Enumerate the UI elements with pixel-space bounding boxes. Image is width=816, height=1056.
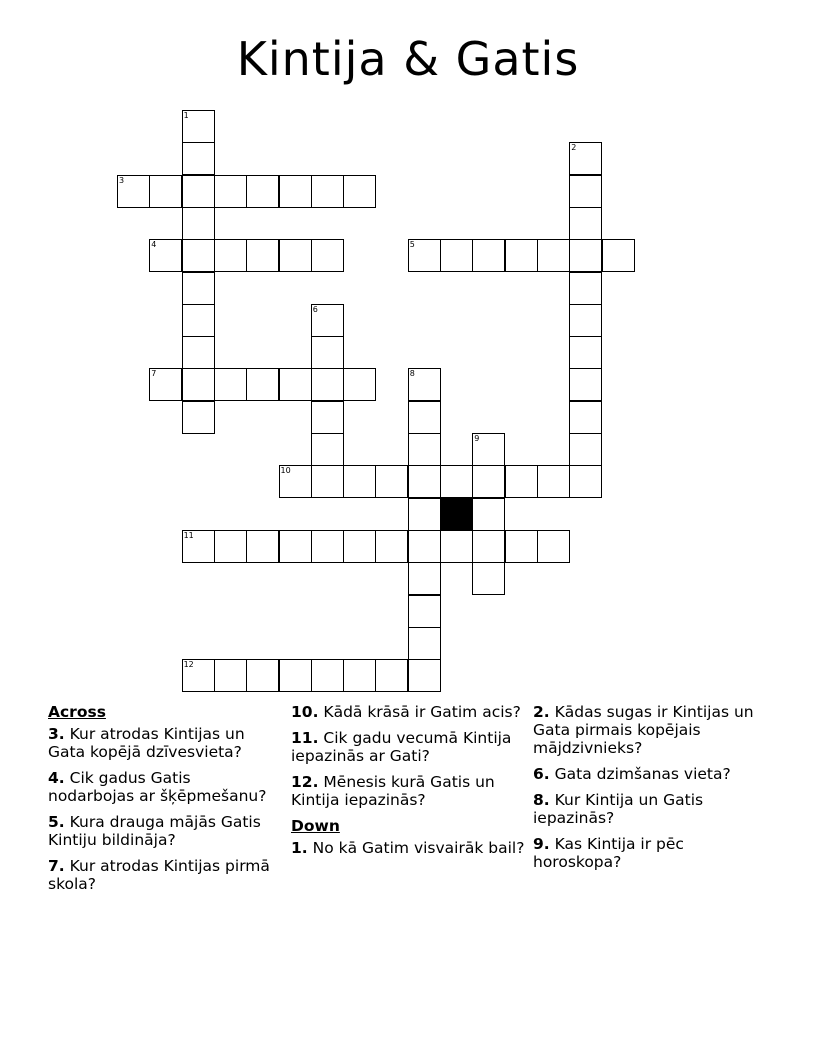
grid-cell[interactable] <box>343 175 376 208</box>
grid-cell[interactable] <box>279 659 312 692</box>
grid-cell[interactable] <box>343 530 376 563</box>
grid-cell[interactable] <box>182 207 215 240</box>
grid-cell[interactable] <box>375 659 408 692</box>
grid-cell[interactable] <box>569 272 602 305</box>
clue-down-6: 6. Gata dzimšanas vieta? <box>533 765 731 783</box>
cell-number: 12 <box>183 660 194 670</box>
clue-across-10: 10. Kādā krāsā ir Gatim acis? <box>291 703 521 721</box>
grid-cell[interactable] <box>214 175 247 208</box>
grid-cell[interactable] <box>440 530 473 563</box>
grid-cell[interactable] <box>408 401 441 434</box>
grid-cell[interactable] <box>408 498 441 531</box>
grid-cell[interactable] <box>182 304 215 337</box>
grid-cell[interactable] <box>311 659 344 692</box>
clue-across-5: 5. Kura drauga mājās Gatis Kintiju bildināja? <box>48 813 261 849</box>
grid-cell[interactable] <box>408 368 441 401</box>
grid-cell[interactable] <box>472 239 505 272</box>
grid-cell[interactable] <box>408 530 441 563</box>
grid-cell[interactable] <box>440 465 473 498</box>
grid-cell[interactable] <box>343 368 376 401</box>
grid-cell[interactable] <box>343 659 376 692</box>
grid-cell[interactable] <box>246 175 279 208</box>
grid-cell[interactable] <box>149 368 182 401</box>
grid-cell[interactable] <box>311 433 344 466</box>
grid-cell[interactable] <box>440 239 473 272</box>
cell-number: 1 <box>183 111 189 120</box>
grid-cell[interactable] <box>472 498 505 531</box>
grid-cell[interactable] <box>246 530 279 563</box>
grid-cell[interactable] <box>408 239 441 272</box>
grid-cell[interactable] <box>214 368 247 401</box>
grid-cell[interactable] <box>279 175 312 208</box>
grid-cell[interactable] <box>182 272 215 305</box>
clue-across-3: 3. Kur atrodas Kintijas un Gata kopējā dzīvesvieta? <box>48 725 245 761</box>
grid-cell[interactable] <box>182 659 215 692</box>
cell-number: 3 <box>119 175 125 185</box>
grid-cell[interactable] <box>602 239 635 272</box>
cell-number: 4 <box>151 240 157 250</box>
grid-cell[interactable] <box>408 627 441 660</box>
clues-column-1 <box>48 703 278 901</box>
grid-cell[interactable] <box>472 465 505 498</box>
grid-cell[interactable] <box>569 401 602 434</box>
grid-cell[interactable] <box>408 562 441 595</box>
grid-cell[interactable] <box>182 336 215 369</box>
grid-cell[interactable] <box>569 465 602 498</box>
cell-number: 11 <box>183 530 194 540</box>
clue-across-12: 12. Mēnesis kurā Gatis un Kintija iepazinās? <box>291 773 495 809</box>
grid-cell[interactable] <box>214 530 247 563</box>
grid-cell[interactable] <box>569 336 602 369</box>
grid-cell[interactable] <box>182 110 215 143</box>
clue-down-8: 8. Kur Kintija un Gatis iepazinās? <box>533 791 704 827</box>
grid-cell[interactable] <box>569 304 602 337</box>
grid-cell[interactable] <box>408 659 441 692</box>
grid-cell[interactable] <box>311 465 344 498</box>
cell-number: 6 <box>312 304 318 314</box>
grid-cell[interactable] <box>182 530 215 563</box>
grid-cell[interactable] <box>505 465 538 498</box>
grid-cell[interactable] <box>182 401 215 434</box>
grid-cell[interactable] <box>311 401 344 434</box>
grid-cell[interactable] <box>569 175 602 208</box>
grid-cell[interactable] <box>375 465 408 498</box>
clue-across-7: 7. Kur atrodas Kintijas pirmā skola? <box>48 857 270 893</box>
cell-number: 7 <box>151 369 157 379</box>
grid-cell[interactable] <box>311 368 344 401</box>
grid-cell[interactable] <box>569 142 602 175</box>
grid-cell[interactable] <box>214 239 247 272</box>
grid-cell[interactable] <box>246 239 279 272</box>
grid-cell[interactable] <box>182 175 215 208</box>
clue-across-11: 11. Cik gadu vecumā Kintija iepazinās ar Gati? <box>291 729 512 765</box>
grid-cell[interactable] <box>343 465 376 498</box>
grid-cell[interactable] <box>569 207 602 240</box>
grid-cell[interactable] <box>537 465 570 498</box>
grid-cell[interactable] <box>408 595 441 628</box>
grid-cell[interactable] <box>279 368 312 401</box>
across-header: Across <box>48 703 106 721</box>
clue-across-4: 4. Cik gadus Gatis nodarbojas ar šķēpmešanu? <box>48 769 267 805</box>
grid-cell[interactable] <box>149 175 182 208</box>
grid-cell[interactable] <box>279 530 312 563</box>
page-title: Kintija & Gatis <box>236 32 580 86</box>
grid-cell[interactable] <box>279 465 312 498</box>
grid-cell[interactable] <box>279 239 312 272</box>
grid-cell[interactable] <box>375 530 408 563</box>
grid-cell[interactable] <box>311 336 344 369</box>
down-header: Down <box>291 817 340 835</box>
clue-down-2: 2. Kādas sugas ir Kintijas un Gata pirmais kopējais mājdzivnieks? <box>533 703 754 757</box>
grid-cell[interactable] <box>569 433 602 466</box>
grid-cell[interactable] <box>182 239 215 272</box>
grid-cell[interactable] <box>246 368 279 401</box>
clue-down-1: 1. No kā Gatim visvairāk bail? <box>291 839 525 857</box>
grid-cell[interactable] <box>408 433 441 466</box>
grid-cell[interactable] <box>505 530 538 563</box>
clue-down-9: 9. Kas Kintija ir pēc horoskopa? <box>533 835 684 871</box>
cell-number: 5 <box>409 240 415 250</box>
grid-cell[interactable] <box>182 368 215 401</box>
grid-cell[interactable] <box>537 530 570 563</box>
grid-cell[interactable] <box>311 239 344 272</box>
grid-cell[interactable] <box>537 239 570 272</box>
grid-cell[interactable] <box>408 465 441 498</box>
cell-number: 10 <box>280 466 291 476</box>
grid-cell[interactable] <box>117 175 150 208</box>
grid-cell[interactable] <box>472 433 505 466</box>
cell-number: 8 <box>409 369 415 379</box>
clues-column-3 <box>533 703 763 879</box>
grid-block <box>440 498 473 531</box>
grid-cell[interactable] <box>472 562 505 595</box>
cell-number: 9 <box>474 434 480 443</box>
grid-cell[interactable] <box>311 175 344 208</box>
grid-cell[interactable] <box>246 659 279 692</box>
grid-cell[interactable] <box>311 530 344 563</box>
clues-column-2 <box>291 703 526 865</box>
grid-cell[interactable] <box>182 142 215 175</box>
grid-cell[interactable] <box>214 659 247 692</box>
grid-cell[interactable] <box>569 239 602 272</box>
grid-cell[interactable] <box>505 239 538 272</box>
cell-number: 2 <box>571 143 577 153</box>
grid-cell[interactable] <box>311 304 344 337</box>
grid-cell[interactable] <box>569 368 602 401</box>
grid-cell[interactable] <box>472 530 505 563</box>
grid-cell[interactable] <box>149 239 182 272</box>
